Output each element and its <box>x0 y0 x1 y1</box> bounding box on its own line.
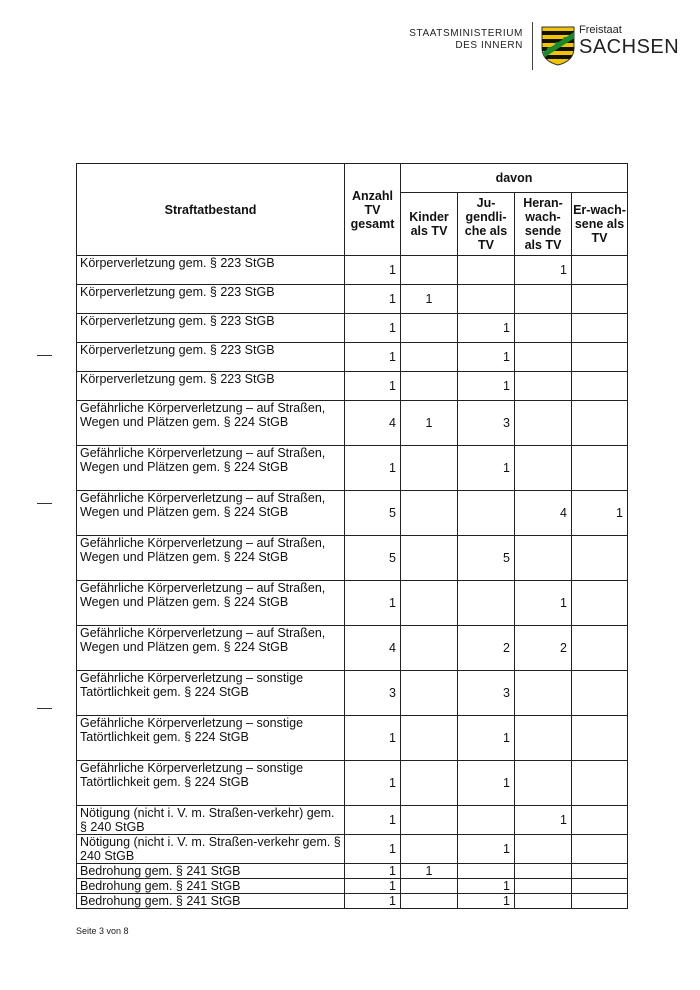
cell-adolescents <box>515 835 572 864</box>
cell-children <box>401 894 458 909</box>
letterhead <box>390 20 680 72</box>
cell-offense: Gefährliche Körperverletzung – sonstige Tatörtlichkeit gem. § 224 StGB <box>77 716 345 761</box>
cell-adolescents: 2 <box>515 626 572 671</box>
cell-juveniles: 3 <box>458 671 515 716</box>
cell-total: 5 <box>345 491 401 536</box>
cell-children <box>401 314 458 343</box>
cell-offense: Bedrohung gem. § 241 StGB <box>77 879 345 894</box>
cell-adolescents <box>515 446 572 491</box>
cell-adults <box>572 285 628 314</box>
cell-offense: Körperverletzung gem. § 223 StGB <box>77 285 345 314</box>
cell-children <box>401 446 458 491</box>
table-row <box>77 716 628 761</box>
cell-adolescents <box>515 401 572 446</box>
header-adolescents: Heran-wach-sende als TV <box>515 193 572 256</box>
ministry-line-2: DES INNERN <box>455 40 523 51</box>
table-body <box>77 256 628 909</box>
cell-total: 1 <box>345 285 401 314</box>
table-row <box>77 372 628 401</box>
cell-juveniles: 1 <box>458 446 515 491</box>
cell-offense: Gefährliche Körperverletzung – sonstige Tatörtlichkeit gem. § 224 StGB <box>77 761 345 806</box>
cell-total: 1 <box>345 761 401 806</box>
header-juveniles: Ju-gendli-che als TV <box>458 193 515 256</box>
cell-offense: Gefährliche Körperverletzung – auf Straßen, Wegen und Plätzen gem. § 224 StGB <box>77 446 345 491</box>
ministry-line-1: STAATSMINISTERIUM <box>409 28 523 39</box>
cell-total: 1 <box>345 806 401 835</box>
cell-adults <box>572 806 628 835</box>
cell-juveniles: 1 <box>458 343 515 372</box>
cell-total: 4 <box>345 626 401 671</box>
cell-total: 1 <box>345 581 401 626</box>
cell-total: 1 <box>345 256 401 285</box>
cell-adolescents <box>515 372 572 401</box>
header-group: davon <box>401 164 628 193</box>
cell-total: 1 <box>345 835 401 864</box>
cell-adolescents <box>515 671 572 716</box>
cell-children: 1 <box>401 285 458 314</box>
cell-adults <box>572 343 628 372</box>
margin-mark <box>37 503 52 504</box>
header-children: Kinder als TV <box>401 193 458 256</box>
cell-children <box>401 835 458 864</box>
cell-adults <box>572 256 628 285</box>
cell-offense: Gefährliche Körperverletzung – auf Straßen, Wegen und Plätzen gem. § 224 StGB <box>77 536 345 581</box>
cell-children <box>401 581 458 626</box>
table-row <box>77 401 628 446</box>
cell-juveniles: 1 <box>458 761 515 806</box>
cell-total: 1 <box>345 314 401 343</box>
table-row <box>77 806 628 835</box>
cell-adolescents <box>515 894 572 909</box>
table-row <box>77 314 628 343</box>
cell-offense: Bedrohung gem. § 241 StGB <box>77 864 345 879</box>
cell-adolescents <box>515 864 572 879</box>
cell-adults <box>572 671 628 716</box>
state-label-big: SACHSEN <box>579 36 680 58</box>
table-row <box>77 285 628 314</box>
cell-juveniles <box>458 256 515 285</box>
cell-juveniles: 5 <box>458 536 515 581</box>
cell-children <box>401 879 458 894</box>
table-row <box>77 626 628 671</box>
cell-children <box>401 671 458 716</box>
cell-adults <box>572 879 628 894</box>
cell-children <box>401 491 458 536</box>
cell-offense: Gefährliche Körperverletzung – auf Straßen, Wegen und Plätzen gem. § 224 StGB <box>77 491 345 536</box>
cell-total: 1 <box>345 894 401 909</box>
cell-children <box>401 343 458 372</box>
cell-adults <box>572 372 628 401</box>
cell-adolescents: 4 <box>515 491 572 536</box>
margin-mark <box>37 355 52 356</box>
header-offense: Straftatbestand <box>77 164 345 256</box>
cell-juveniles: 2 <box>458 626 515 671</box>
offense-table <box>76 163 628 909</box>
cell-adolescents <box>515 536 572 581</box>
cell-offense: Gefährliche Körperverletzung – sonstige Tatörtlichkeit gem. § 224 StGB <box>77 671 345 716</box>
cell-total: 3 <box>345 671 401 716</box>
cell-adolescents <box>515 314 572 343</box>
table-row <box>77 879 628 894</box>
cell-offense: Körperverletzung gem. § 223 StGB <box>77 372 345 401</box>
cell-total: 4 <box>345 401 401 446</box>
cell-juveniles <box>458 864 515 879</box>
cell-offense: Körperverletzung gem. § 223 StGB <box>77 256 345 285</box>
cell-adolescents <box>515 879 572 894</box>
cell-total: 1 <box>345 879 401 894</box>
cell-juveniles <box>458 285 515 314</box>
saxony-coat-of-arms-icon <box>541 26 575 66</box>
ministry-name <box>405 28 523 52</box>
cell-juveniles: 3 <box>458 401 515 446</box>
cell-offense: Körperverletzung gem. § 223 StGB <box>77 343 345 372</box>
page-number: Seite 3 von 8 <box>76 926 129 936</box>
cell-children <box>401 626 458 671</box>
cell-juveniles: 1 <box>458 314 515 343</box>
cell-total: 1 <box>345 716 401 761</box>
cell-total: 1 <box>345 864 401 879</box>
cell-total: 1 <box>345 372 401 401</box>
cell-children: 1 <box>401 864 458 879</box>
cell-total: 1 <box>345 343 401 372</box>
table-row <box>77 256 628 285</box>
table-row <box>77 671 628 716</box>
cell-adults <box>572 626 628 671</box>
cell-adolescents: 1 <box>515 806 572 835</box>
cell-offense: Bedrohung gem. § 241 StGB <box>77 894 345 909</box>
cell-adults <box>572 716 628 761</box>
cell-children <box>401 716 458 761</box>
cell-offense: Nötigung (nicht i. V. m. Straßen-verkehr gem. § 240 StGB <box>77 835 345 864</box>
cell-children <box>401 761 458 806</box>
cell-offense: Nötigung (nicht i. V. m. Straßen-verkehr) gem. § 240 StGB <box>77 806 345 835</box>
table-row <box>77 491 628 536</box>
state-label-small: Freistaat <box>579 24 622 36</box>
cell-children: 1 <box>401 401 458 446</box>
cell-adolescents <box>515 343 572 372</box>
cell-juveniles <box>458 581 515 626</box>
cell-juveniles: 1 <box>458 894 515 909</box>
cell-adults <box>572 536 628 581</box>
cell-adults <box>572 581 628 626</box>
table-row <box>77 864 628 879</box>
cell-adults <box>572 761 628 806</box>
cell-adults <box>572 894 628 909</box>
cell-offense: Gefährliche Körperverletzung – auf Straßen, Wegen und Plätzen gem. § 224 StGB <box>77 626 345 671</box>
cell-adults <box>572 864 628 879</box>
cell-juveniles: 1 <box>458 879 515 894</box>
cell-offense: Körperverletzung gem. § 223 StGB <box>77 314 345 343</box>
table-row <box>77 581 628 626</box>
cell-adolescents <box>515 285 572 314</box>
cell-adults <box>572 835 628 864</box>
cell-children <box>401 256 458 285</box>
cell-adults <box>572 446 628 491</box>
cell-juveniles <box>458 806 515 835</box>
cell-total: 1 <box>345 446 401 491</box>
cell-adults <box>572 401 628 446</box>
cell-juveniles: 1 <box>458 372 515 401</box>
cell-offense: Gefährliche Körperverletzung – auf Straßen, Wegen und Plätzen gem. § 224 StGB <box>77 581 345 626</box>
state-name <box>579 24 679 58</box>
cell-adolescents <box>515 761 572 806</box>
cell-offense: Gefährliche Körperverletzung – auf Straßen, Wegen und Plätzen gem. § 224 StGB <box>77 401 345 446</box>
cell-children <box>401 806 458 835</box>
cell-juveniles <box>458 491 515 536</box>
cell-children <box>401 536 458 581</box>
cell-adolescents: 1 <box>515 581 572 626</box>
cell-adolescents: 1 <box>515 256 572 285</box>
table-row <box>77 536 628 581</box>
cell-juveniles: 1 <box>458 835 515 864</box>
table-row <box>77 835 628 864</box>
table-row <box>77 446 628 491</box>
cell-children <box>401 372 458 401</box>
table-row <box>77 894 628 909</box>
cell-adolescents <box>515 716 572 761</box>
letterhead-divider <box>532 22 533 70</box>
cell-adults: 1 <box>572 491 628 536</box>
header-adults: Er-wach-sene als TV <box>572 193 628 256</box>
table-row <box>77 761 628 806</box>
cell-juveniles: 1 <box>458 716 515 761</box>
header-total: Anzahl TV gesamt <box>345 164 401 256</box>
cell-adults <box>572 314 628 343</box>
table-row <box>77 343 628 372</box>
cell-total: 5 <box>345 536 401 581</box>
margin-mark <box>37 708 52 709</box>
